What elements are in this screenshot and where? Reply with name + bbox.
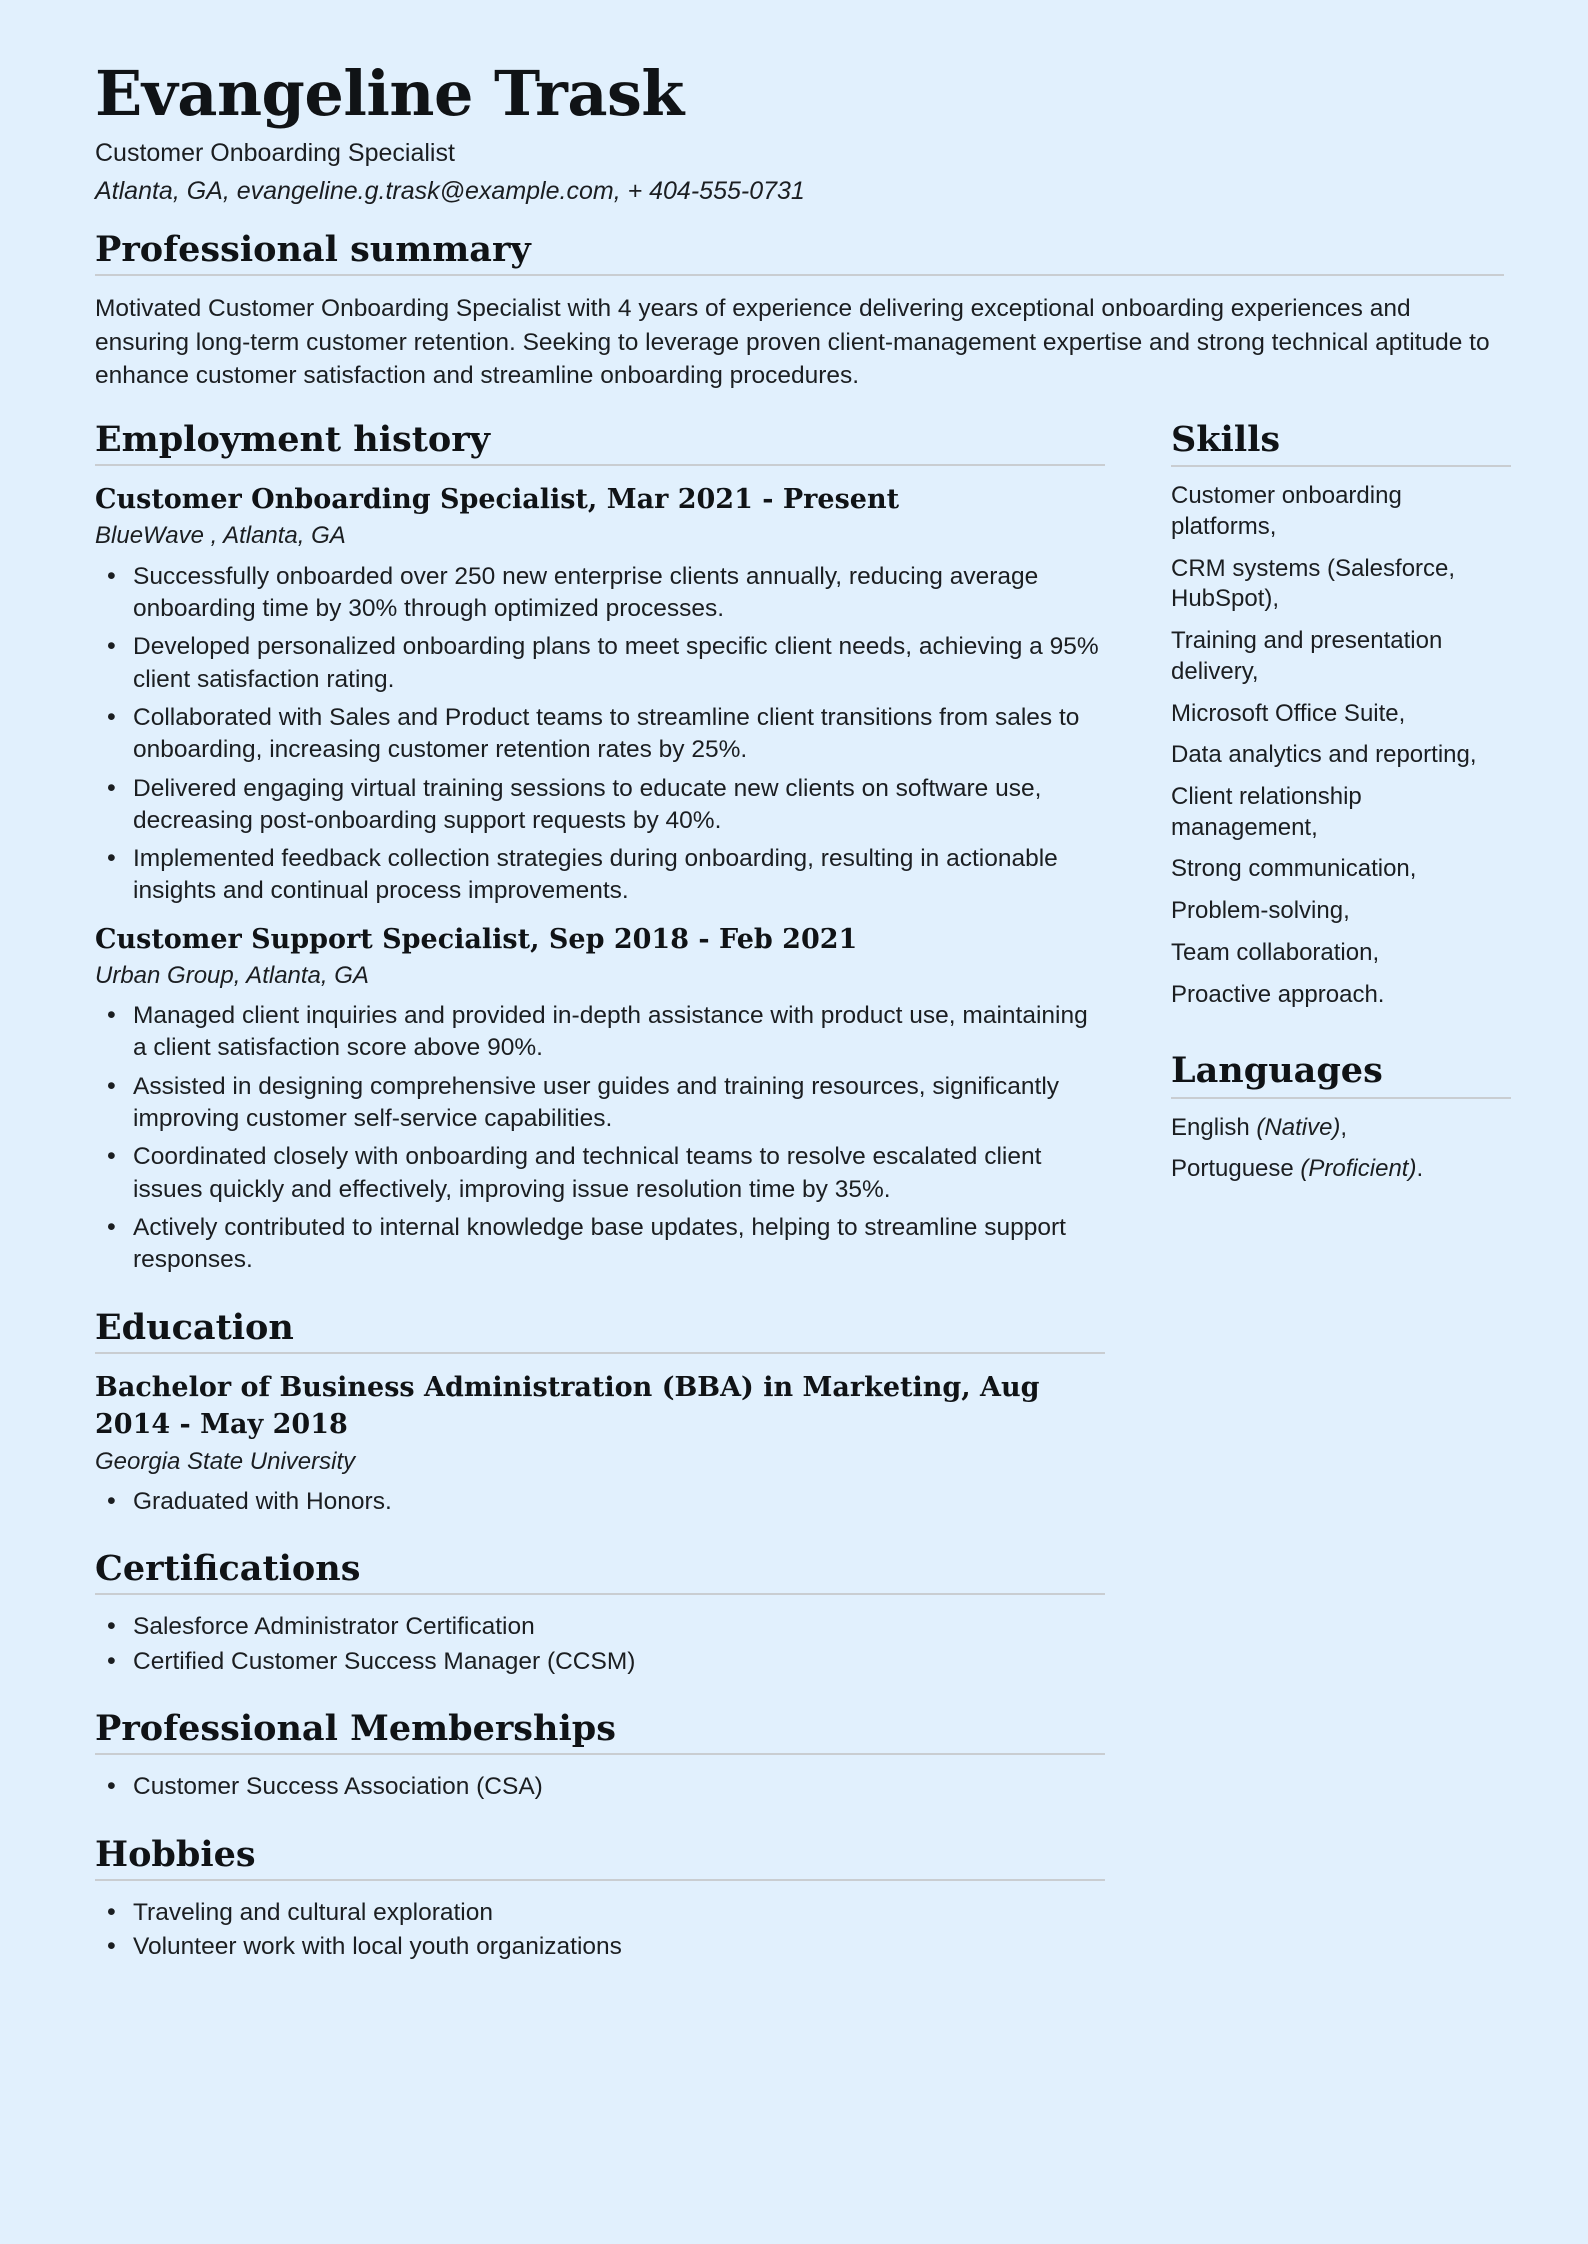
section-divider-professional-summary <box>95 274 1504 276</box>
professional-summary-text: Motivated Customer Onboarding Specialist with 4 years of experience delivering exceptional onboarding experiences and ensuring long-term customer retention. Seeking to leverage proven client-management expertise and strong technical aptitude to enhance customer satisfaction and streamline onboarding procedures. <box>95 295 1490 390</box>
skill-item: Problem-solving, <box>1171 897 1350 925</box>
section-heading-hobbies: Hobbies <box>95 1833 256 1875</box>
membership-item: • Customer Success Association (CSA) <box>95 1771 1105 1803</box>
section-heading-employment-history: Employment history <box>95 418 490 460</box>
language-level: (Proficient) <box>1300 1155 1417 1183</box>
section-heading-skills: Skills <box>1171 418 1281 460</box>
candidate-job-title: Customer Onboarding Specialist <box>95 139 455 168</box>
main-column <box>95 419 1105 1978</box>
section-divider-professional-memberships <box>95 1753 1105 1755</box>
resume-body-columns <box>95 419 1504 1978</box>
education-bullet: • Graduated with Honors. <box>95 1486 1105 1518</box>
language-name: Portuguese <box>1171 1155 1301 1183</box>
language-name: English <box>1171 1113 1257 1141</box>
language-item <box>1171 1154 1511 1185</box>
job-bullet-list <box>95 1000 1105 1277</box>
skill-item: Training and presentation delivery, <box>1171 627 1443 685</box>
language-item <box>1171 1113 1511 1144</box>
skill-item: Team collaboration, <box>1171 938 1380 966</box>
job-bullet-list <box>95 561 1105 908</box>
language-suffix: . <box>1416 1155 1424 1183</box>
sidebar-column <box>1171 419 1511 1196</box>
skill-item: Strong communication, <box>1171 855 1417 883</box>
skill-item: Microsoft Office Suite, <box>1171 699 1406 727</box>
section-divider-hobbies <box>95 1879 1105 1881</box>
job-bullet: • Developed personalized onboarding plans to meet specific client needs, achieving a 95% client satisfaction rating. <box>95 631 1105 696</box>
job-bullet: • Successfully onboarded over 250 new enterprise clients annually, reducing average onboarding time by 30% through optimized processes. <box>95 561 1105 626</box>
resume-header <box>95 57 1504 207</box>
job-bullet: • Collaborated with Sales and Product teams to streamline client transitions from sales to onboarding, increasing customer retention rates by 25%. <box>95 702 1105 767</box>
job-bullet: • Coordinated closely with onboarding and technical teams to resolve escalated client issues quickly and effectively, improving issue resolution time by 35%. <box>95 1141 1105 1206</box>
job-organization: Urban Group, Atlanta, GA <box>95 961 369 989</box>
certification-item: • Certified Customer Success Manager (CCSM) <box>95 1646 1105 1678</box>
skill-item: Client relationship management, <box>1171 783 1362 841</box>
section-heading-languages: Languages <box>1171 1050 1383 1092</box>
skill-item: Customer onboarding platforms, <box>1171 482 1402 540</box>
section-heading-certifications: Certifications <box>95 1547 361 1589</box>
education-degree: Bachelor of Business Administration (BBA) in Marketing, Aug 2014 - May 2018 <box>95 1372 1040 1440</box>
job-bullet: • Managed client inquiries and provided in-depth assistance with product use, maintaining a client satisfaction score above 90%. <box>95 1000 1105 1065</box>
section-heading-education: Education <box>95 1306 294 1348</box>
section-divider-employment-history <box>95 464 1105 466</box>
skill-item: Data analytics and reporting, <box>1171 741 1477 769</box>
section-divider-languages <box>1171 1097 1511 1099</box>
certification-item: • Salesforce Administrator Certification <box>95 1611 1105 1643</box>
language-suffix: , <box>1340 1113 1348 1141</box>
job-bullet: • Assisted in designing comprehensive user guides and training resources, significantly improving customer self-service capabilities. <box>95 1071 1105 1136</box>
section-divider-certifications <box>95 1593 1105 1595</box>
job-bullet: • Implemented feedback collection strategies during onboarding, resulting in actionable insights and continual process improvements. <box>95 843 1105 908</box>
section-heading-professional-memberships: Professional Memberships <box>95 1707 616 1749</box>
job-bullet: • Actively contributed to internal knowledge base updates, helping to streamline support responses. <box>95 1212 1105 1277</box>
memberships-list <box>95 1771 1105 1803</box>
section-divider-skills <box>1171 465 1511 467</box>
job-title-dates: Customer Onboarding Specialist, Mar 2021 - Present <box>95 484 900 516</box>
certifications-list <box>95 1611 1105 1678</box>
skill-item: Proactive approach. <box>1171 980 1385 1008</box>
hobby-item: • Volunteer work with local youth organizations <box>95 1931 1105 1963</box>
job-organization: BlueWave , Atlanta, GA <box>95 522 346 550</box>
section-divider-education <box>95 1352 1105 1354</box>
education-bullet-list <box>95 1486 1105 1518</box>
hobbies-list <box>95 1897 1105 1964</box>
job-bullet: • Delivered engaging virtual training sessions to educate new clients on software use, decreasing post-onboarding support requests by 40%. <box>95 773 1105 838</box>
education-school: Georgia State University <box>95 1448 356 1476</box>
employment-entry <box>95 482 1105 908</box>
skill-item: CRM systems (Salesforce, HubSpot), <box>1171 554 1456 613</box>
candidate-name: Evangeline Trask <box>95 57 684 130</box>
section-heading-professional-summary: Professional summary <box>95 228 531 270</box>
hobby-item: • Traveling and cultural exploration <box>95 1897 1105 1929</box>
employment-entry <box>95 922 1105 1277</box>
language-level: (Native) <box>1256 1113 1341 1141</box>
candidate-contact-line: Atlanta, GA, evangeline.g.trask@example.com, + 404-555-0731 <box>95 176 805 205</box>
job-title-dates: Customer Support Specialist, Sep 2018 - Feb 2021 <box>95 923 858 955</box>
